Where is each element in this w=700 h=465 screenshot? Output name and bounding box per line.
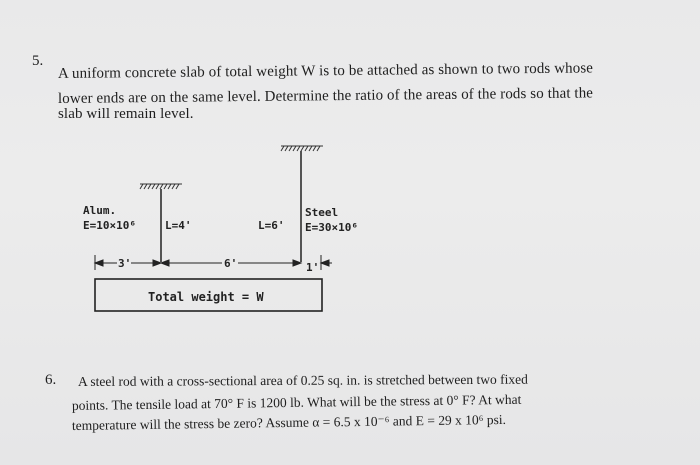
problem-6-line-1: A steel rod with a cross-sectional area of 0.25 sq. in. is stretched between two fixed xyxy=(77,371,528,389)
alum-modulus: E=10×10⁶ xyxy=(83,219,136,232)
problem-6-line-2: points. The tensile load at 70° F is 1200 lb. What will be the stress at 0° F? At what xyxy=(71,391,522,413)
dim-right-label: 1' xyxy=(306,261,320,274)
problem-5-number: 5. xyxy=(32,53,44,69)
alum-title: Alum. xyxy=(83,204,117,217)
steel-title: Steel xyxy=(305,206,339,219)
alum-length: L=4' xyxy=(165,219,192,232)
steel-support-hatching xyxy=(281,146,323,151)
slab-label: Total weight = W xyxy=(148,290,264,304)
problem-5-line-1: A uniform concrete slab of total weight W is to be attached as shown to two rods whose xyxy=(57,60,594,82)
dim-left-label: 3' xyxy=(118,257,132,270)
dim-middle-label: 6' xyxy=(224,257,238,270)
problem-6-number: 6. xyxy=(45,372,57,388)
problem-5-line-3: slab will remain level. xyxy=(58,106,194,122)
steel-length: L=6' xyxy=(258,219,285,232)
problem-5-line-2: lower ends are on the same level. Determine the ratio of the areas of the rods so that the xyxy=(57,85,594,107)
alum-support-hatching xyxy=(140,184,182,189)
steel-modulus: E=30×10⁶ xyxy=(305,221,358,234)
problem-6-line-3: temperature will the stress be zero? Assume α = 6.5 x 10⁻⁶ and E = 29 x 10⁶ psi. xyxy=(71,411,507,433)
